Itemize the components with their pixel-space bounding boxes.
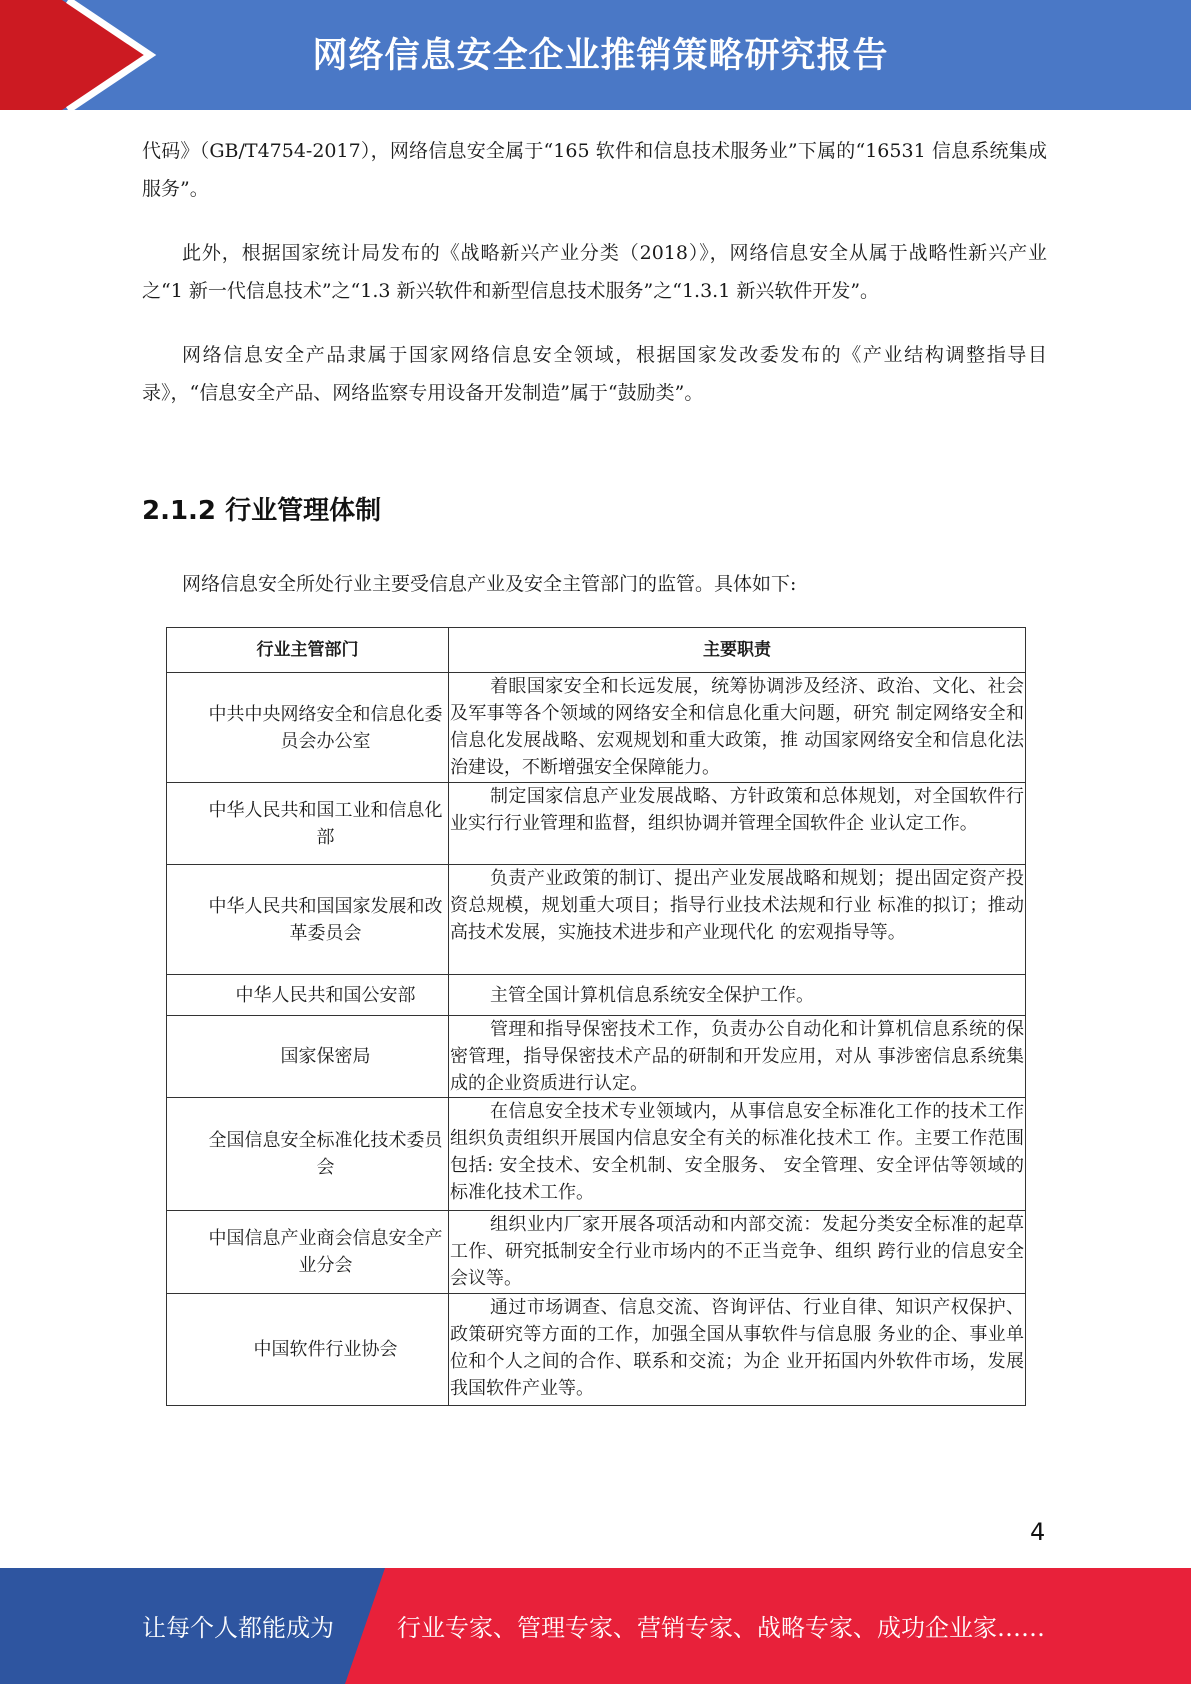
table-row <box>167 1294 1026 1406</box>
regulator-table <box>166 627 1025 1406</box>
page-number: 4 <box>1030 1518 1046 1546</box>
report-title: 网络信息安全企业推销策略研究报告 <box>312 36 889 76</box>
duty-cell: 在信息安全技术专业领域内，从事信息安全标准化工作的技术工作组织负责组织开展国内信息安全有关的标准化技术工 作。主要工作范围包括: 安全技术、安全机制、安全服务、 安全管理、安全评估等领域的标准化技术工作。 <box>449 1098 1026 1211</box>
dept-cell: 中华人民共和国工业和信息化部 <box>167 783 449 865</box>
duty-cell: 主管全国计算机信息系统安全保护工作。 <box>449 975 1026 1016</box>
column-header-dept: 行业主管部门 <box>167 628 449 673</box>
table-row <box>167 1016 1026 1098</box>
paragraph-2: 此外，根据国家统计局发布的《战略新兴产业分类（2018）》，网络信息安全从属于战略性新兴产业之“1 新一代信息技术”之“1.3 新兴软件和新型信息技术服务”之“1.3.1 新兴软件开发”。 <box>142 242 1047 302</box>
table-row <box>167 1211 1026 1294</box>
paragraph-3: 网络信息安全产品隶属于国家网络信息安全领域，根据国家发改委发布的《产业结构调整指导目录》，“信息安全产品、网络监察专用设备开发制造”属于“鼓励类”。 <box>142 344 1047 404</box>
dept-cell: 中共中央网络安全和信息化委员会办公室 <box>167 673 449 783</box>
footer-slogan-right: 行业专家、管理专家、营销专家、战略专家、成功企业家…… <box>397 1614 1045 1642</box>
dept-cell: 中华人民共和国公安部 <box>167 975 449 1016</box>
dept-cell: 中国信息产业商会信息安全产业分会 <box>167 1211 449 1294</box>
paragraph-1: 代码》（GB/T4754-2017），网络信息安全属于“165 软件和信息技术服务业”下属的“16531 信息系统集成服务”。 <box>142 140 1047 200</box>
page-header <box>0 0 1191 110</box>
table-header-row <box>167 628 1026 673</box>
body-text <box>142 132 1047 412</box>
table-row <box>167 865 1026 975</box>
section-heading: 2.1.2 行业管理体制 <box>142 496 382 526</box>
dept-cell: 全国信息安全标准化技术委员会 <box>167 1098 449 1211</box>
column-header-duty: 主要职责 <box>449 628 1026 673</box>
duty-cell: 通过市场调查、信息交流、咨询评估、行业自律、知识产权保护、政策研究等方面的工作，加强全国从事软件与信息服 务业的企、事业单位和个人之间的合作、联系和交流；为企 业开拓国内外软件市场，发展我国软件产业等。 <box>449 1294 1026 1406</box>
table-row <box>167 783 1026 865</box>
table-row <box>167 1098 1026 1211</box>
dept-cell: 中华人民共和国国家发展和改革委员会 <box>167 865 449 975</box>
duty-cell: 负责产业政策的制订、提出产业发展战略和规划；提出固定资产投资总规模，规划重大项目；指导行业技术法规和行业 标准的拟订；推动高技术发展，实施技术进步和产业现代化 的宏观指导等。 <box>449 865 1026 975</box>
table-row <box>167 673 1026 783</box>
section-intro: 网络信息安全所处行业主要受信息产业及安全主管部门的监管。具体如下: <box>182 573 797 595</box>
dept-cell: 中国软件行业协会 <box>167 1294 449 1406</box>
footer-slogan-left: 让每个人都能成为 <box>142 1614 334 1642</box>
page-footer <box>0 1568 1191 1684</box>
duty-cell: 组织业内厂家开展各项活动和内部交流：发起分类安全标准的起草工作、研究抵制安全行业市场内的不正当竞争、组织 跨行业的信息安全会议等。 <box>449 1211 1026 1294</box>
duty-cell: 着眼国家安全和长远发展，统筹协调涉及经济、政治、文化、社会及军事等各个领域的网络安全和信息化重大问题，研究 制定网络安全和信息化发展战略、宏观规划和重大政策，推 动国家网络安全和信息化法治建设，不断增强安全保障能力。 <box>449 673 1026 783</box>
duty-cell: 管理和指导保密技术工作，负责办公自动化和计算机信息系统的保密管理，指导保密技术产品的研制和开发应用，对从 事涉密信息系统集成的企业资质进行认定。 <box>449 1016 1026 1098</box>
dept-cell: 国家保密局 <box>167 1016 449 1098</box>
duty-cell: 制定国家信息产业发展战略、方针政策和总体规划，对全国软件行业实行行业管理和监督，组织协调并管理全国软件企 业认定工作。 <box>449 783 1026 865</box>
table-row <box>167 975 1026 1016</box>
